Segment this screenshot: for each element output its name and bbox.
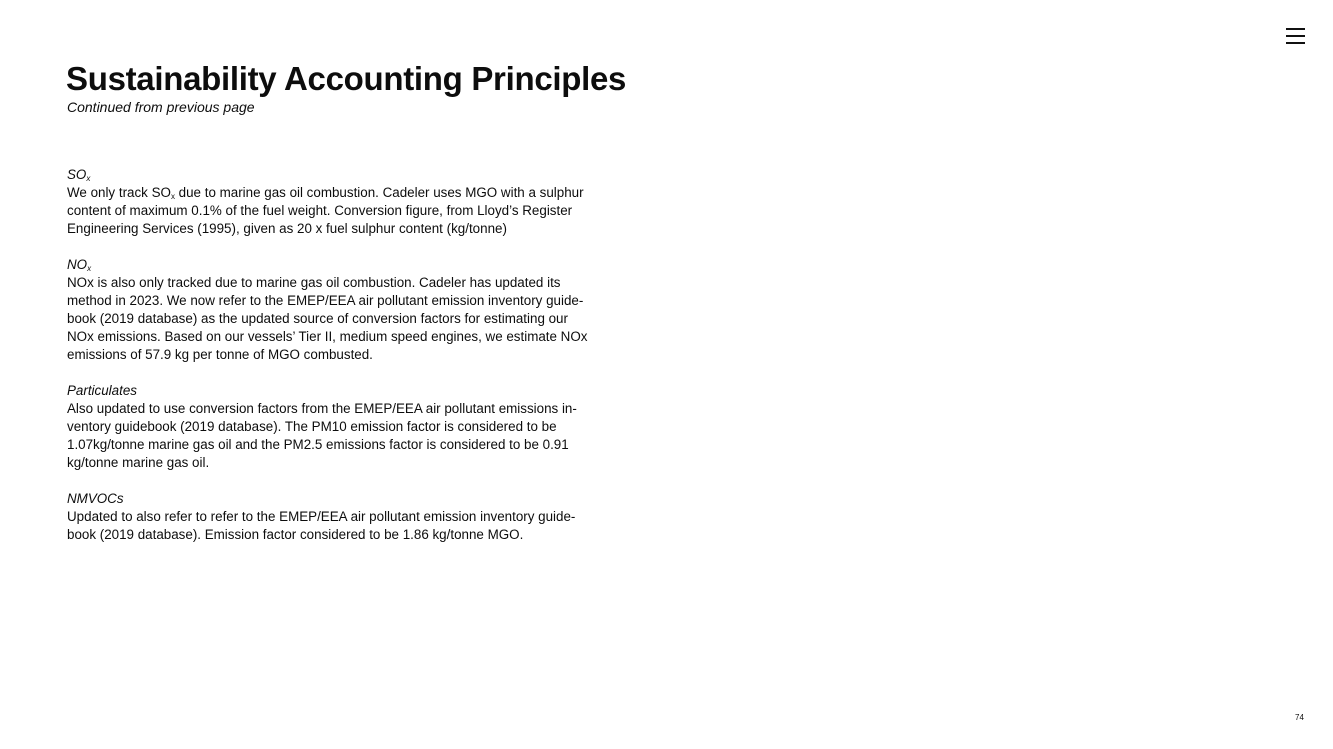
section-heading: Particulates [67, 383, 137, 398]
page-number: 74 [1295, 713, 1304, 722]
body-line: book (2019 database) as the updated source of conversion factors for estimating our [67, 311, 568, 326]
section-sox [67, 166, 632, 238]
section-body [67, 508, 632, 544]
section-body [67, 274, 632, 364]
body-line: book (2019 database). Emission factor considered to be 1.86 kg/tonne MGO. [67, 527, 524, 542]
page-subtitle: Continued from previous page [67, 99, 255, 115]
section-nox [67, 256, 632, 364]
section-heading: $SO_x$ [67, 167, 91, 183]
content-column [67, 166, 632, 562]
body-line: NOx emissions. Based on our vessels’ Tier II, medium speed engines, we estimate NOx [67, 329, 588, 344]
body-line: kg/tonne marine gas oil. [67, 455, 210, 470]
body-line: method in 2023. We now refer to the EMEP/EEA air pollutant emission inventory guide- [67, 293, 584, 308]
section-heading: $NO_x$ [67, 257, 92, 273]
menu-bar-top [1286, 28, 1305, 30]
body-line: ventory guidebook (2019 database). The PM10 emission factor is considered to be [67, 419, 557, 434]
body-line: Updated to also refer to refer to the EMEP/EEA air pollutant emission inventory guide- [67, 509, 576, 524]
body-line: NOx is also only tracked due to marine gas oil combustion. Cadeler has updated its [67, 275, 561, 290]
body-line: We only track $SO_x$ due to marine gas oil combustion. Cadeler uses MGO with a sulphur [67, 185, 584, 201]
section-nmvocs [67, 490, 632, 544]
menu-bar-bottom [1286, 42, 1305, 44]
body-line: Also updated to use conversion factors from the EMEP/EEA air pollutant emissions in- [67, 401, 577, 416]
menu-bar-middle [1286, 35, 1305, 37]
section-particulates [67, 382, 632, 472]
section-body [67, 184, 632, 238]
body-line: content of maximum 0.1% of the fuel weight. Conversion figure, from Lloyd’s Register [67, 203, 573, 218]
section-heading: NMVOCs [67, 491, 124, 506]
body-line: 1.07kg/tonne marine gas oil and the PM2.5 emissions factor is considered to be 0.91 [67, 437, 569, 452]
hamburger-menu-icon[interactable] [1286, 26, 1306, 46]
body-line: emissions of 57.9 kg per tonne of MGO combusted. [67, 347, 373, 362]
body-line: Engineering Services (1995), given as 20 x fuel sulphur content (kg/tonne) [67, 221, 507, 236]
section-body [67, 400, 632, 472]
page-title: Sustainability Accounting Principles [66, 60, 627, 97]
